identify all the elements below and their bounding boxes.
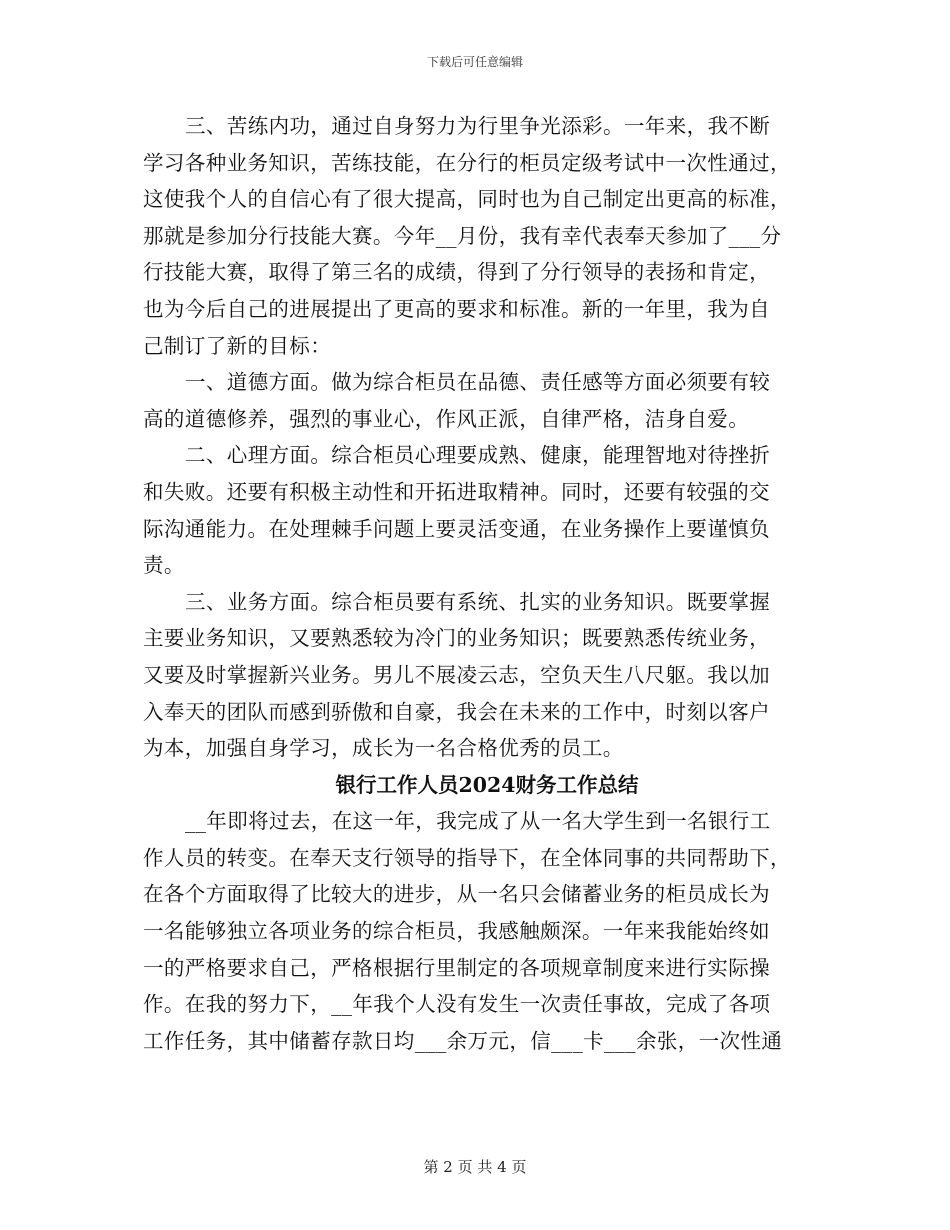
paragraph-line: 三、业务方面。综合柜员要有系统、扎实的业务知识。既要掌握 (185, 589, 771, 614)
paragraph-line: 在各个方面取得了比较大的进步，从一名只会储蓄业务的柜员成长为 (143, 882, 770, 907)
section-title: 银行工作人员2024财务工作总结 (335, 772, 639, 797)
paragraph-line: 二、心理方面。综合柜员心理要成熟、健康，能理智地对待挫折 (185, 443, 771, 468)
paragraph-line: 也为今后自己的进展提出了更高的要求和标准。新的一年里，我为自 (143, 296, 770, 321)
paragraph-line: 己制订了新的目标： (143, 333, 332, 358)
paragraph-line: 一、道德方面。做为综合柜员在品德、责任感等方面必须要有较 (185, 370, 771, 395)
paragraph-line: 又要及时掌握新兴业务。男儿不展凌云志，空负天生八尺躯。我以加 (143, 662, 770, 687)
paragraph-line: 三、苦练内功，通过自身努力为行里争光添彩。一年来，我不断 (185, 114, 771, 138)
paragraph-line: 作人员的转变。在奉天支行领导的指导下，在全体同事的共同帮助下， (143, 845, 791, 870)
paragraph-line: 责。 (143, 553, 185, 578)
paragraph-line: 行技能大赛，取得了第三名的成绩，得到了分行领导的表扬和肯定， (143, 260, 770, 285)
paragraph-line: 一的严格要求自己，严格根据行里制定的各项规章制度来进行实际操 (143, 955, 770, 980)
paragraph-line: 为本，加强自身学习，成长为一名合格优秀的员工。 (143, 736, 624, 761)
paragraph-line: 一名能够独立各项业务的综合柜员，我感触颇深。一年来我能始终如 (143, 919, 770, 944)
header-note: 下载后可任意编辑 (426, 55, 523, 69)
paragraph-line: __年即将过去，在这一年，我完成了从一名大学生到一名银行工 (185, 809, 771, 834)
body-text (143, 108, 807, 1059)
paragraph-line: 这使我个人的自信心有了很大提高，同时也为自己制定出更高的标准， (143, 187, 791, 212)
page-number: 第 2 页 共 4 页 (423, 1158, 527, 1176)
paragraph-line: 入奉天的团队而感到骄傲和自豪，我会在未来的工作中，时刻以客户 (143, 699, 770, 724)
paragraph-line: 际沟通能力。在处理棘手问题上要灵活变通，在业务操作上要谨慎负 (143, 516, 770, 541)
paragraph-line: 高的道德修养，强烈的事业心，作风正派，自律严格，洁身自爱。 (143, 406, 750, 431)
paragraph-line: 那就是参加分行技能大赛。今年__月份，我有幸代表奉天参加了___分 (143, 223, 782, 248)
paragraph-line: 工作任务，其中储蓄存款日均___余万元，信___卡___余张，一次性通 (143, 1028, 783, 1053)
paragraph-line: 作。在我的努力下，__年我个人没有发生一次责任事故，完成了各项 (143, 992, 771, 1017)
paragraph-line: 学习各种业务知识，苦练技能，在分行的柜员定级考试中一次性通过， (143, 150, 791, 175)
paragraph-line: 主要业务知识，又要熟悉较为冷门的业务知识；既要熟悉传统业务， (143, 626, 770, 651)
paragraph-line: 和失败。还要有积极主动性和开拓进取精神。同时，还要有较强的交 (143, 479, 770, 504)
